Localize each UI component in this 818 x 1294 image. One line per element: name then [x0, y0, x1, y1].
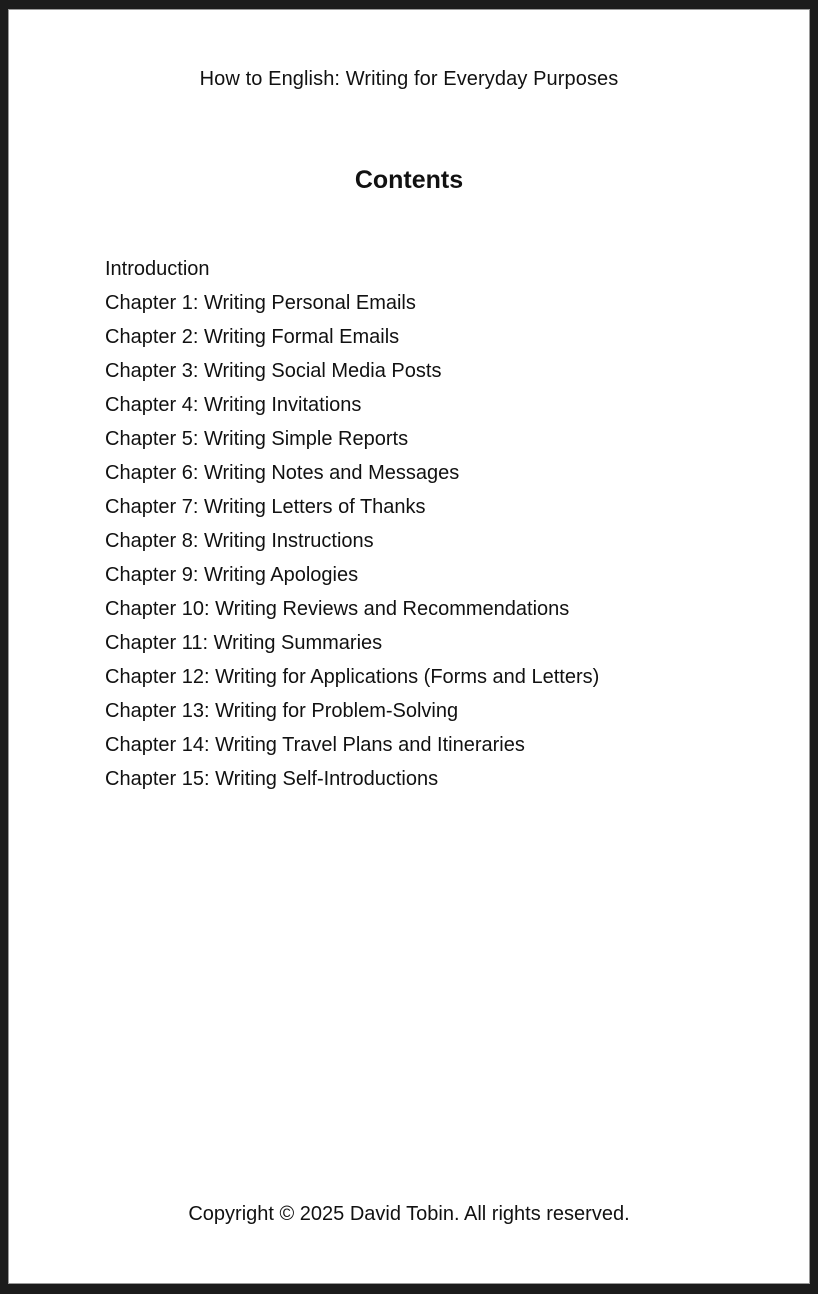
toc-item-chapter-7: Chapter 7: Writing Letters of Thanks	[105, 496, 426, 518]
toc-item-chapter-10: Chapter 10: Writing Reviews and Recommendations	[105, 598, 570, 620]
toc-item-chapter-11: Chapter 11: Writing Summaries	[105, 632, 383, 654]
contents-heading: Contents	[354, 166, 464, 194]
toc-item-chapter-15: Chapter 15: Writing Self-Introductions	[105, 768, 439, 790]
document-page	[8, 9, 810, 1284]
toc-item-chapter-2: Chapter 2: Writing Formal Emails	[105, 326, 400, 348]
toc-item-chapter-5: Chapter 5: Writing Simple Reports	[105, 428, 409, 450]
running-header: How to English: Writing for Everyday Purposes	[199, 68, 619, 90]
toc-item-chapter-12: Chapter 12: Writing for Applications (Forms and Letters)	[105, 666, 600, 688]
toc-item-chapter-14: Chapter 14: Writing Travel Plans and Itineraries	[105, 734, 525, 756]
toc-item-chapter-8: Chapter 8: Writing Instructions	[105, 530, 374, 552]
toc-item-chapter-1: Chapter 1: Writing Personal Emails	[105, 292, 416, 314]
copyright-notice: Copyright © 2025 David Tobin. All rights reserved.	[188, 1203, 630, 1225]
table-of-contents	[105, 254, 599, 798]
toc-item-introduction: Introduction	[105, 258, 210, 280]
toc-item-chapter-9: Chapter 9: Writing Apologies	[105, 564, 359, 586]
toc-item-chapter-4: Chapter 4: Writing Invitations	[105, 394, 362, 416]
toc-item-chapter-3: Chapter 3: Writing Social Media Posts	[105, 360, 442, 382]
toc-item-chapter-13: Chapter 13: Writing for Problem-Solving	[105, 700, 459, 722]
toc-item-chapter-6: Chapter 6: Writing Notes and Messages	[105, 462, 460, 484]
